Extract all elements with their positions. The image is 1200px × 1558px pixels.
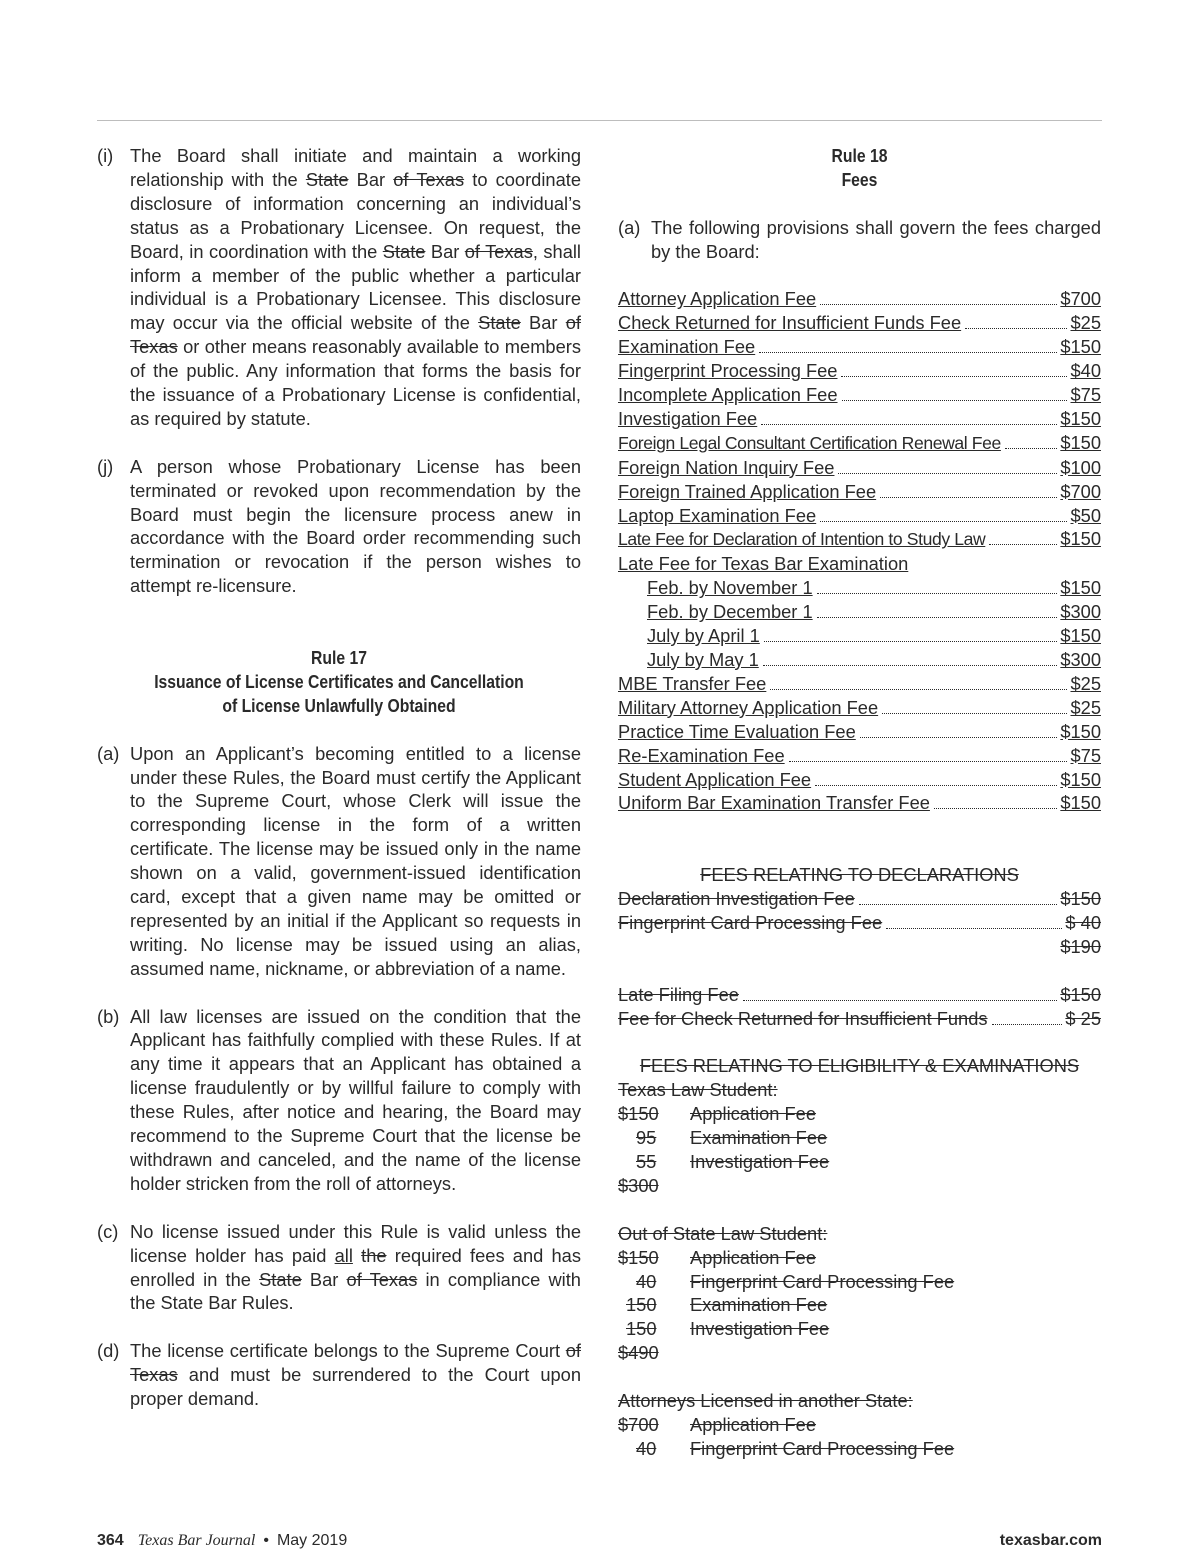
fee-amount: $150 xyxy=(1060,768,1101,790)
deleted-text: of Texas xyxy=(346,1268,418,1290)
fee-name: July by May 1 xyxy=(647,649,759,670)
paragraph-label: (a) xyxy=(618,216,641,238)
footer-bullet: • xyxy=(263,1532,269,1549)
fee-value: $150 xyxy=(618,1103,659,1125)
fee-row xyxy=(618,672,1101,696)
paragraph-18a-text: The following provisions shall govern the fees charged by the Board: xyxy=(651,216,1101,262)
fee-amount: $700 xyxy=(1060,480,1101,502)
fee-name: Examination Fee xyxy=(618,336,756,358)
dot-leader xyxy=(841,375,1067,377)
texas-student-total: $300 xyxy=(618,1174,659,1196)
fee-value: 150 xyxy=(626,1294,657,1316)
fee-name: July by April 1 xyxy=(647,625,760,647)
texas-student-heading: Texas Law Student: xyxy=(618,1079,778,1101)
issue-date: May 2019 xyxy=(276,1532,348,1549)
paragraph-17c-text xyxy=(130,1220,581,1316)
dot-leader xyxy=(763,664,1058,666)
fee-amount: $25 xyxy=(1070,696,1101,718)
fee-amount: $150 xyxy=(1060,720,1101,742)
text-run: Bar xyxy=(301,1268,347,1290)
fee-row xyxy=(618,744,1101,768)
paragraph-i xyxy=(97,144,581,431)
dot-leader xyxy=(817,616,1058,618)
out-of-state-heading: Out of State Law Student: xyxy=(618,1222,828,1244)
deleted-text: of Texas xyxy=(464,240,533,262)
fee-row xyxy=(618,335,1101,359)
rule-17-number: Rule 17 xyxy=(311,647,367,668)
fee-amount: $150 xyxy=(1060,983,1101,1005)
fee-name: Practice Time Evaluation Fee xyxy=(618,720,856,742)
text-run: , shall inform a member of the public whether a particular individual is a Probationary Licensee. This disclosure may occur via the official website of the xyxy=(130,240,581,334)
fee-amount: $25 xyxy=(1070,312,1101,334)
fee-name: Declaration Investigation Fee xyxy=(618,888,855,910)
dot-leader xyxy=(815,784,1057,786)
fee-pair xyxy=(618,1270,1101,1294)
text-run: to coordinate disclosure of information concerning an individual’s status as a Probationary Licensee. On request, the Board, in coordination with the xyxy=(130,168,581,262)
fee-name: Feb. by December 1 xyxy=(647,601,813,623)
fee-row xyxy=(618,311,1101,335)
rule-17-heading xyxy=(131,646,547,718)
fee-amount: $300 xyxy=(1060,649,1101,670)
text-run: Bar xyxy=(520,312,566,334)
page-number: 364 xyxy=(97,1532,124,1549)
out-of-state-total: $490 xyxy=(618,1342,659,1364)
fee-name: Attorney Application Fee xyxy=(618,288,817,310)
fee-description: Application Fee xyxy=(690,1246,817,1268)
paragraph-label: (a) xyxy=(97,742,120,764)
fee-amount: $75 xyxy=(1070,384,1101,406)
dot-leader xyxy=(789,760,1068,762)
fee-row xyxy=(618,576,1101,600)
paragraph-17b xyxy=(97,1005,581,1196)
fee-name: Late Filing Fee xyxy=(618,983,739,1005)
fee-name: Military Attorney Application Fee xyxy=(618,696,879,718)
fee-description: Application Fee xyxy=(690,1413,817,1435)
fee-amount: $700 xyxy=(1060,288,1101,310)
rule-18-heading xyxy=(652,144,1067,192)
dot-leader xyxy=(965,327,1067,329)
fee-pair xyxy=(618,1126,1101,1150)
fee-pair xyxy=(618,1317,1101,1341)
deleted-text: State xyxy=(382,240,426,262)
fee-amount: $ 40 xyxy=(1065,911,1101,933)
text-run: and must be surrendered to the Court upon proper demand. xyxy=(130,1364,581,1410)
paragraph-label: (j) xyxy=(97,455,114,477)
rule-17-title-line1: Issuance of License Certificates and Cancellation xyxy=(154,670,524,692)
dot-leader xyxy=(882,712,1067,714)
fee-name: Student Application Fee xyxy=(618,768,812,790)
paragraph-17a xyxy=(97,742,581,981)
fee-pair xyxy=(618,1293,1101,1317)
dot-leader xyxy=(838,472,1057,474)
deleted-text: of Texas xyxy=(130,1340,581,1386)
fee-amount: $150 xyxy=(1060,888,1101,910)
fee-amount: $50 xyxy=(1070,504,1101,526)
dot-leader xyxy=(860,736,1058,738)
paragraph-label: (b) xyxy=(97,1005,120,1027)
fee-amount: $150 xyxy=(1060,577,1101,599)
fee-row-deleted xyxy=(618,983,1101,1007)
paragraph-17d-text xyxy=(130,1339,581,1411)
fee-pair xyxy=(618,1150,1101,1174)
text-run: The license certificate belongs to the Supreme Court xyxy=(130,1340,566,1362)
dot-leader xyxy=(817,592,1058,594)
fee-row xyxy=(618,480,1101,504)
fee-row xyxy=(618,600,1101,624)
fee-name: Foreign Legal Consultant Certification Renewal Fee xyxy=(618,432,1001,453)
fee-row xyxy=(618,696,1101,720)
declarations-total: $190 xyxy=(1060,935,1101,957)
rule-18-number: Rule 18 xyxy=(831,145,888,166)
text-run: or other means reasonably available to members of the public. Any information that forms the basis for the issuance of a Probationary License is confidential, as required by statute. xyxy=(130,336,581,429)
fee-value: 150 xyxy=(626,1318,657,1340)
dot-leader xyxy=(820,520,1067,522)
fee-row xyxy=(618,456,1101,480)
fee-value: 40 xyxy=(636,1270,657,1292)
fee-pair xyxy=(618,1413,1101,1437)
fee-name: Uniform Bar Examination Transfer Fee xyxy=(618,792,930,814)
deleted-text: State xyxy=(478,312,521,334)
fee-amount: $100 xyxy=(1060,456,1101,478)
fee-row xyxy=(618,527,1101,552)
fee-description: Examination Fee xyxy=(690,1294,828,1316)
fee-row xyxy=(618,504,1101,528)
attorneys-heading: Attorneys Licensed in another State: xyxy=(618,1390,913,1412)
fee-description: Fingerprint Card Processing Fee xyxy=(690,1270,955,1292)
fee-row xyxy=(618,359,1101,383)
fee-description: Investigation Fee xyxy=(690,1318,830,1340)
fee-name: Check Returned for Insufficient Funds Fee xyxy=(618,312,962,334)
dot-leader xyxy=(759,351,1057,353)
fee-pair xyxy=(618,1437,1101,1461)
text-run: in compliance with the State Bar Rules. xyxy=(130,1268,581,1314)
deleted-text: of Texas xyxy=(393,168,465,190)
fee-row xyxy=(618,768,1101,792)
paragraph-label: (c) xyxy=(97,1220,119,1242)
fee-pair xyxy=(618,1246,1101,1270)
journal-name: Texas Bar Journal xyxy=(137,1532,256,1549)
fee-name: Re-Examination Fee xyxy=(618,744,785,766)
fee-name: Fee for Check Returned for Insufficient Funds xyxy=(618,1007,988,1029)
deleted-text: State xyxy=(305,168,349,190)
fee-name: Investigation Fee xyxy=(618,407,758,429)
fee-value: $150 xyxy=(618,1246,659,1268)
deleted-text: State xyxy=(259,1268,302,1290)
fee-row xyxy=(618,624,1101,648)
fee-row-deleted xyxy=(618,911,1101,935)
dot-leader xyxy=(886,927,1062,929)
right-column xyxy=(618,144,1101,1461)
top-rule xyxy=(97,120,1102,121)
fee-amount: $300 xyxy=(1060,601,1101,623)
fee-list-primary xyxy=(618,287,1101,815)
fee-amount: $150 xyxy=(1060,407,1101,429)
fee-amount: $150 xyxy=(1060,431,1101,453)
dot-leader xyxy=(880,496,1057,498)
fee-row xyxy=(618,287,1101,311)
fee-name: Laptop Examination Fee xyxy=(618,504,817,526)
dot-leader xyxy=(934,807,1057,809)
dot-leader xyxy=(743,999,1057,1001)
text-run: required fees and has enrolled in the xyxy=(130,1244,581,1290)
fee-row xyxy=(618,383,1101,407)
text-run xyxy=(353,1245,361,1266)
fee-row-deleted xyxy=(618,1007,1101,1031)
inserted-text: all xyxy=(334,1244,353,1266)
left-column xyxy=(97,144,581,1411)
fee-description: Application Fee xyxy=(690,1103,817,1125)
dot-leader xyxy=(770,688,1067,690)
dot-leader xyxy=(820,303,1057,305)
paragraph-17d xyxy=(97,1339,581,1411)
paragraph-j-text: A person whose Probationary License has been terminated or revoked upon recommendation by the Board must begin the licensure process anew in accordance with the Board order recommending such termination or revocation if the person wishes to attempt re-licensure. xyxy=(130,455,581,597)
website: texasbar.com xyxy=(999,1532,1102,1549)
text-run: No license issued under this Rule is valid unless the license holder has paid xyxy=(130,1220,581,1266)
fee-name: Fingerprint Card Processing Fee xyxy=(618,911,883,933)
fee-row xyxy=(618,407,1101,431)
paragraph-17b-text: All law licenses are issued on the condition that the Applicant has faithfully complied with these Rules. If at any time it appears that an Applicant has obtained a license fraudulently or by willful failure to comply with these Rules, after notice and hearing, the Board may recommend to the Supreme Court that the license be withdrawn and canceled, and the name of the license holder stricken from the roll of attorneys. xyxy=(130,1005,581,1194)
paragraph-17c xyxy=(97,1220,581,1316)
fee-amount: $150 xyxy=(1060,625,1101,647)
fee-value: 40 xyxy=(636,1437,657,1459)
fee-value: 95 xyxy=(636,1127,657,1149)
fee-amount: $150 xyxy=(1060,528,1101,550)
paragraph-18a xyxy=(618,216,1101,264)
fee-description: Examination Fee xyxy=(690,1127,828,1149)
footer-left xyxy=(97,1532,347,1550)
rule-17-title-line2: of License Unlawfully Obtained xyxy=(222,694,456,716)
fee-amount: $ 25 xyxy=(1065,1007,1101,1029)
fee-amount: $150 xyxy=(1060,792,1101,814)
fee-value: $700 xyxy=(618,1413,659,1435)
late-bar-exam-heading: Late Fee for Texas Bar Examination xyxy=(618,553,909,575)
text-run: The Board shall initiate and maintain a working relationship with the xyxy=(130,145,581,190)
paragraph-label: (i) xyxy=(97,145,114,166)
dot-leader xyxy=(859,903,1058,905)
fee-name: Foreign Trained Application Fee xyxy=(618,480,877,502)
dot-leader xyxy=(989,543,1057,545)
paragraph-j xyxy=(97,455,581,598)
dot-leader xyxy=(1005,447,1057,449)
dot-leader xyxy=(761,423,1057,425)
text-run: Bar xyxy=(425,240,465,262)
dot-leader xyxy=(842,399,1068,401)
dot-leader xyxy=(992,1023,1063,1025)
fee-name: Incomplete Application Fee xyxy=(618,384,838,406)
fee-amount: $25 xyxy=(1070,672,1101,694)
fee-name: Feb. by November 1 xyxy=(647,577,813,599)
fee-name: Late Fee for Declaration of Intention to Study Law xyxy=(618,529,986,550)
rule-18-title: Fees xyxy=(841,168,878,190)
fee-row xyxy=(618,648,1101,672)
page-footer xyxy=(97,1532,1102,1550)
fee-description: Fingerprint Card Processing Fee xyxy=(690,1437,955,1459)
declarations-heading: FEES RELATING TO DECLARATIONS xyxy=(700,864,1019,886)
fee-description: Investigation Fee xyxy=(690,1150,830,1172)
paragraph-label: (d) xyxy=(97,1340,120,1362)
fee-row xyxy=(618,791,1101,815)
fee-pair xyxy=(618,1102,1101,1126)
fee-amount: $40 xyxy=(1070,360,1101,382)
deleted-text: of Texas xyxy=(130,312,582,358)
fee-name: MBE Transfer Fee xyxy=(618,672,767,694)
fee-value: 55 xyxy=(636,1150,657,1172)
fee-row xyxy=(618,431,1101,456)
deleted-text: the xyxy=(361,1244,387,1266)
dot-leader xyxy=(764,640,1058,642)
eligibility-heading: FEES RELATING TO ELIGIBILITY & EXAMINATIONS xyxy=(639,1055,1080,1077)
fee-name: Fingerprint Processing Fee xyxy=(618,360,838,382)
fee-row-deleted xyxy=(618,887,1101,911)
fee-row xyxy=(618,720,1101,744)
fee-amount: $150 xyxy=(1060,336,1101,358)
text-run: Bar xyxy=(348,168,394,190)
fee-amount: $75 xyxy=(1070,744,1101,766)
fee-name: Foreign Nation Inquiry Fee xyxy=(618,456,835,478)
paragraph-17a-text: Upon an Applicant’s becoming entitled to a license under these Rules, the Board must certify the Applicant to the Supreme Court, whose Clerk will issue the corresponding license in the form of a written certificate. The license may be issued only in the name shown on a valid, government-issued identification card, except that a given name may be omitted or represented by an initial if the Applicant so requests in writing. No license may be issued using an alias, assumed name, nickname, or abbreviation of a name. xyxy=(130,742,581,979)
paragraph-i-text xyxy=(130,144,581,431)
